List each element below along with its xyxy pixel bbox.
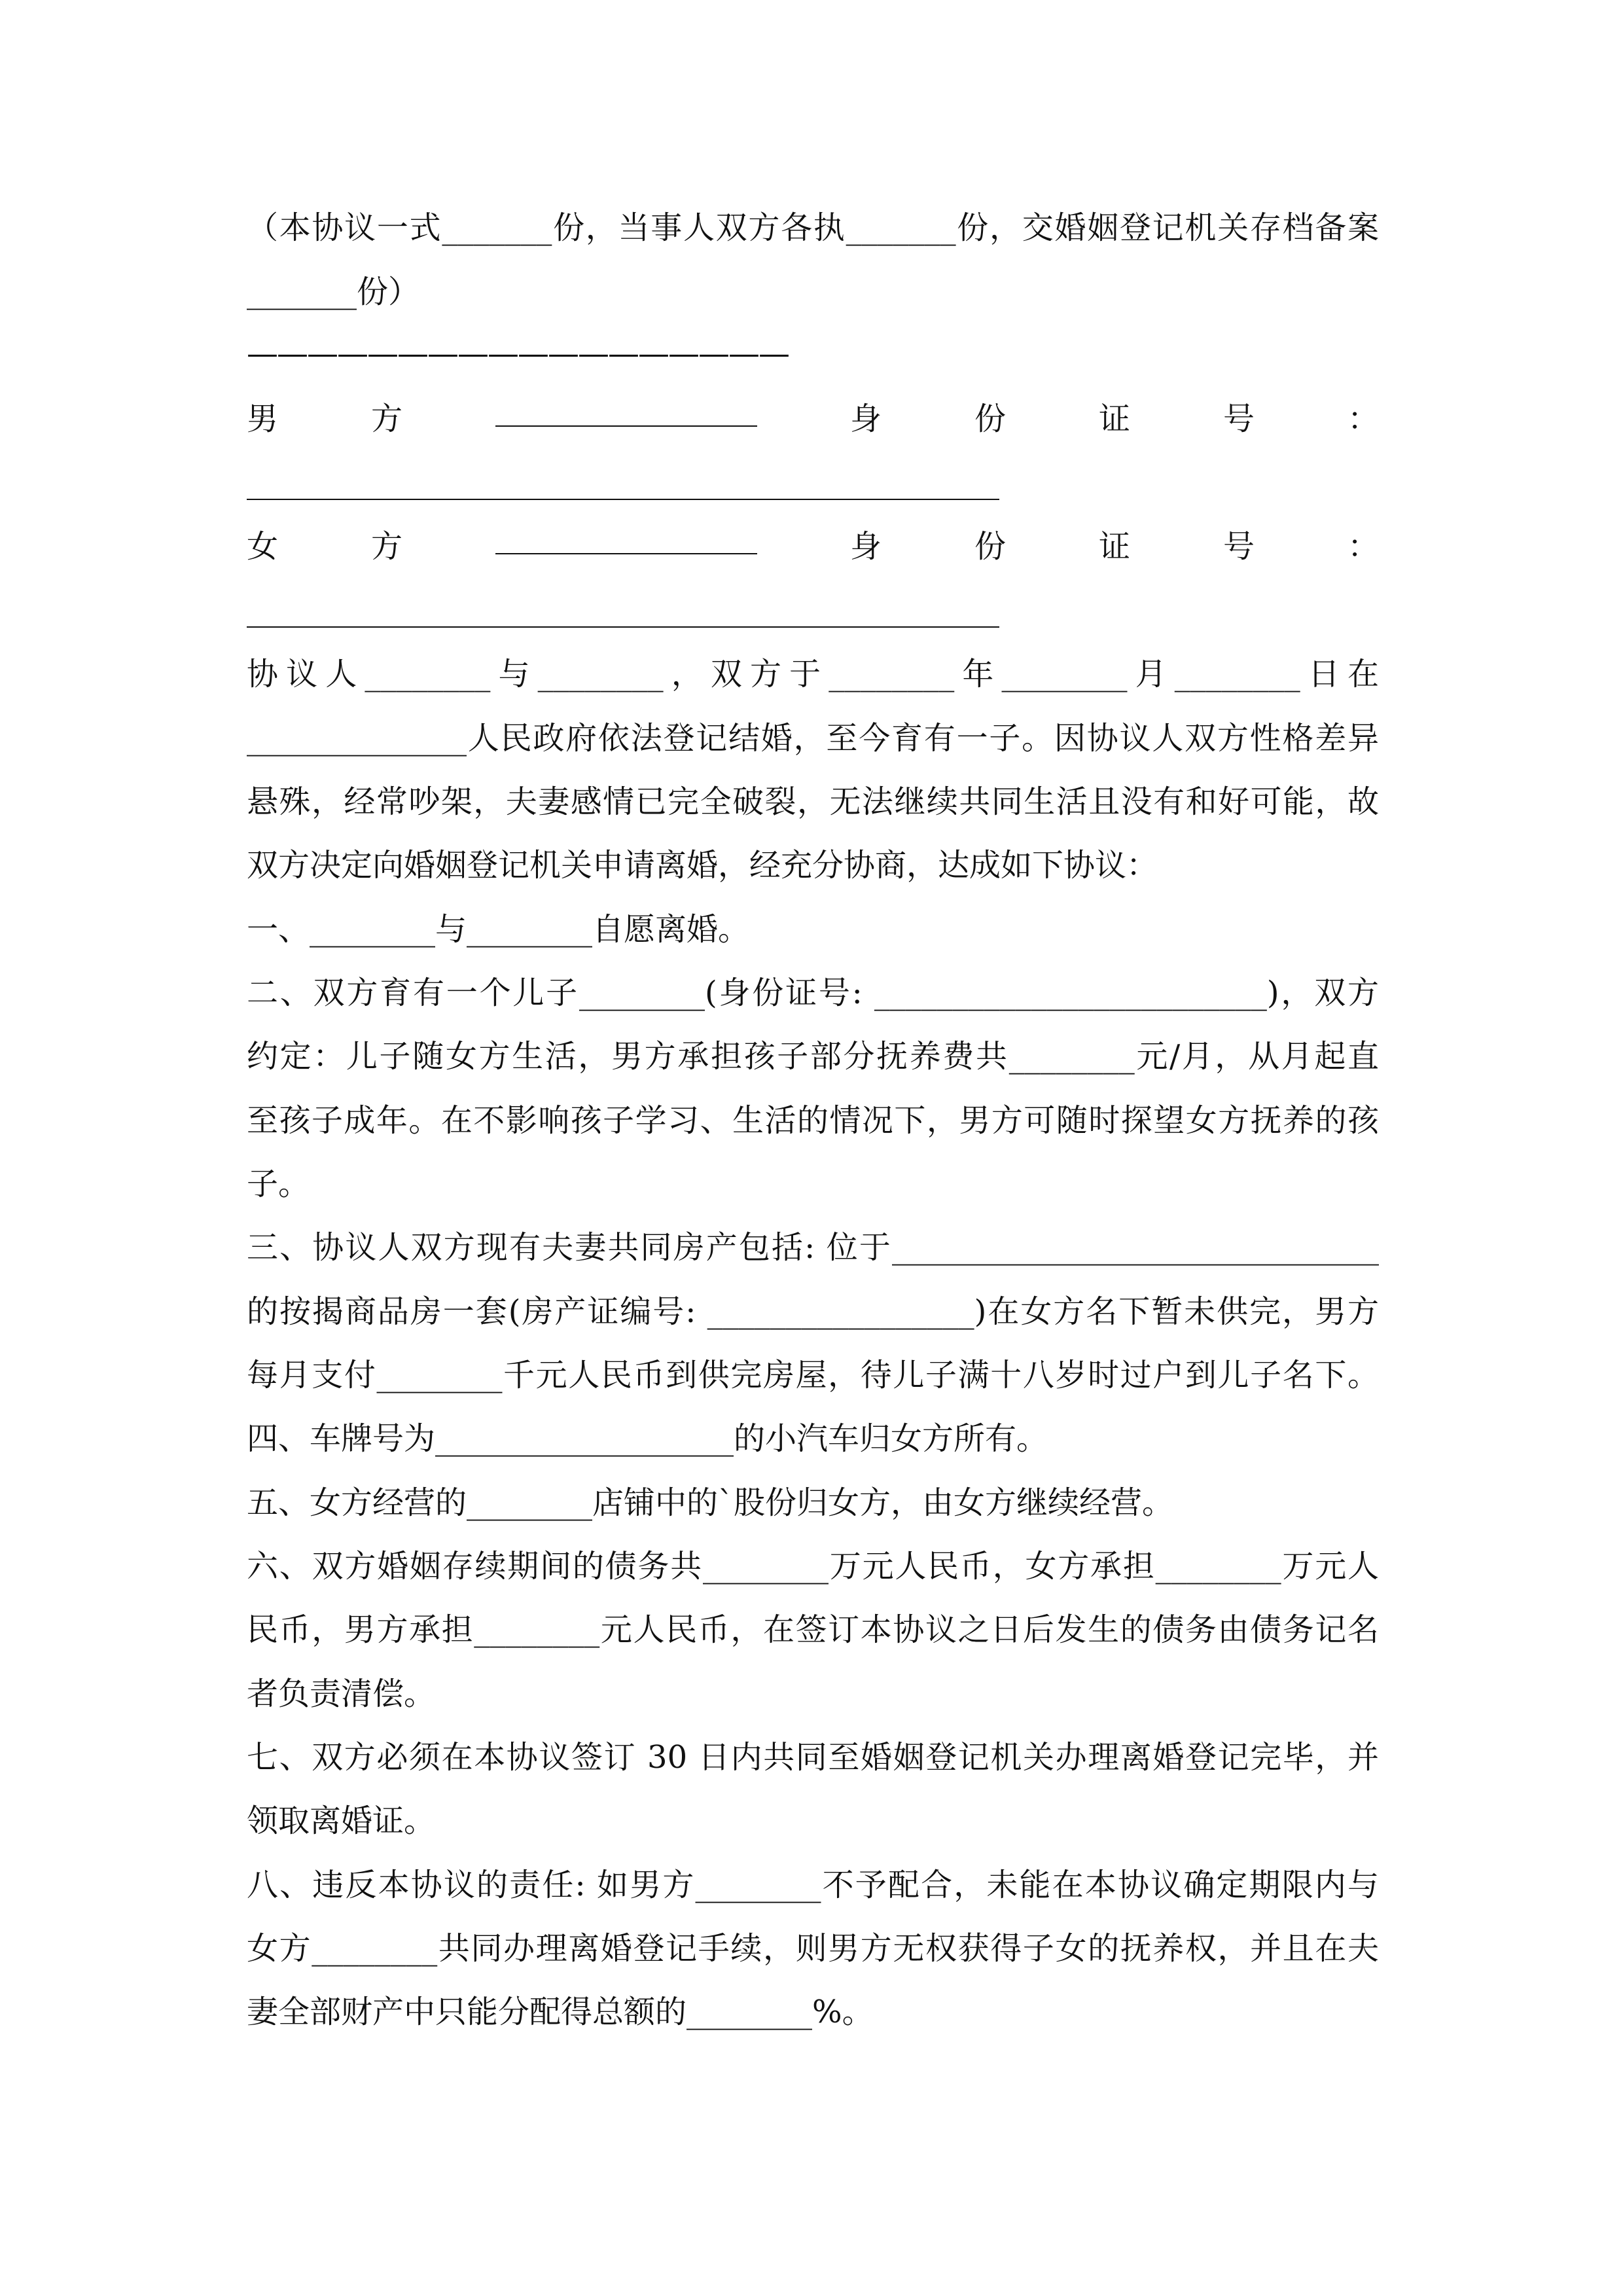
clause-2-line-3: 至孩子成年。在不影响孩子学习、生活的情况下，男方可随时探望女方抚养的孩 [247, 1102, 1379, 1139]
clause-8-line-1: 八、违反本协议的责任: 如男方________不予配合，未能在本协议确定期限内与 [247, 1867, 1379, 1903]
clause-7-line-2: 领取离婚证。 [247, 1803, 436, 1839]
female-id-blank [247, 626, 999, 628]
clause-8-line-2: 女方________共同办理离婚登记手续，则男方无权获得子女的抚养权，并且在夫 [247, 1930, 1379, 1967]
clause-5: 五、女方经营的________店铺中的`股份归女方，由女方继续经营。 [247, 1484, 1174, 1521]
id-char-1: 身 [849, 401, 882, 437]
clause-7-line-1: 七、双方必须在本协议签订 30 日内共同至婚姻登记机关办理离婚登记完毕，并 [247, 1739, 1379, 1776]
male-party-row [247, 399, 1379, 439]
dash-rule: —————————————————— [247, 335, 789, 372]
clause-6-line-2: 民币，男方承担________元人民币，在签订本协议之日后发生的债务由债务记名 [247, 1611, 1379, 1648]
clause-4: 四、车牌号为___________________的小汽车归女方所有。 [247, 1420, 1048, 1457]
clause-3-line-1: 三、协议人双方现有夫妻共同房产包括: 位于_______________________________ [247, 1229, 1379, 1266]
id-char-2: 份 [974, 528, 1006, 565]
id-char-4: 号 [1222, 401, 1255, 437]
id-char-3: 证 [1098, 401, 1130, 437]
female-label-char-1: 女 [247, 528, 279, 565]
male-label-char-1: 男 [247, 401, 279, 437]
id-char-colon: ： [1347, 528, 1379, 565]
clause-2-line-4: 子。 [247, 1166, 310, 1202]
copies-line: （本协议一式_______份，当事人双方各执_______份，交婚姻登记机关存档备案 [247, 209, 1379, 246]
intro-line-1: 协议人________与________，双方于________年________月________日在 [247, 656, 1379, 692]
female-name-blank [495, 527, 757, 554]
female-party-row [247, 527, 1379, 566]
clause-3-line-3: 每月支付________千元人民币到供完房屋，待儿子满十八岁时过户到儿子名下。 [247, 1357, 1379, 1393]
clause-6-line-3: 者负责清偿。 [247, 1676, 436, 1712]
intro-line-2: ______________人民政府依法登记结婚，至今育有一子。因协议人双方性格差异 [247, 720, 1379, 757]
id-char-colon: ： [1347, 401, 1379, 437]
male-label-char-2: 方 [371, 401, 403, 437]
id-char-4: 号 [1222, 528, 1255, 565]
male-name-blank [495, 399, 757, 427]
intro-line-4: 双方决定向婚姻登记机关申请离婚，经充分协商，达成如下协议： [247, 847, 1158, 884]
clause-6-line-1: 六、双方婚姻存续期间的债务共________万元人民币，女方承担________万元人 [247, 1548, 1379, 1585]
id-char-1: 身 [849, 528, 882, 565]
id-char-3: 证 [1098, 528, 1130, 565]
intro-line-3: 悬殊，经常吵架，夫妻感情已完全破裂，无法继续共同生活且没有和好可能，故 [247, 783, 1379, 820]
clause-8-line-3: 妻全部财产中只能分配得总额的________%。 [247, 1994, 874, 2030]
male-id-blank [247, 499, 999, 500]
clause-1: 一、________与________自愿离婚。 [247, 911, 750, 948]
copies-line-tail: _______份） [247, 274, 420, 310]
id-char-2: 份 [974, 401, 1006, 437]
clause-2-line-2: 约定：儿子随女方生活，男方承担孩子部分抚养费共________元/月，从月起直 [247, 1038, 1379, 1075]
clause-2-line-1: 二、双方育有一个儿子________(身份证号: _________________________)，双方 [247, 975, 1379, 1011]
clause-3-line-2: 的按揭商品房一套(房产证编号: _________________)在女方名下暂未供完，男方 [247, 1293, 1379, 1330]
female-label-char-2: 方 [371, 528, 403, 565]
